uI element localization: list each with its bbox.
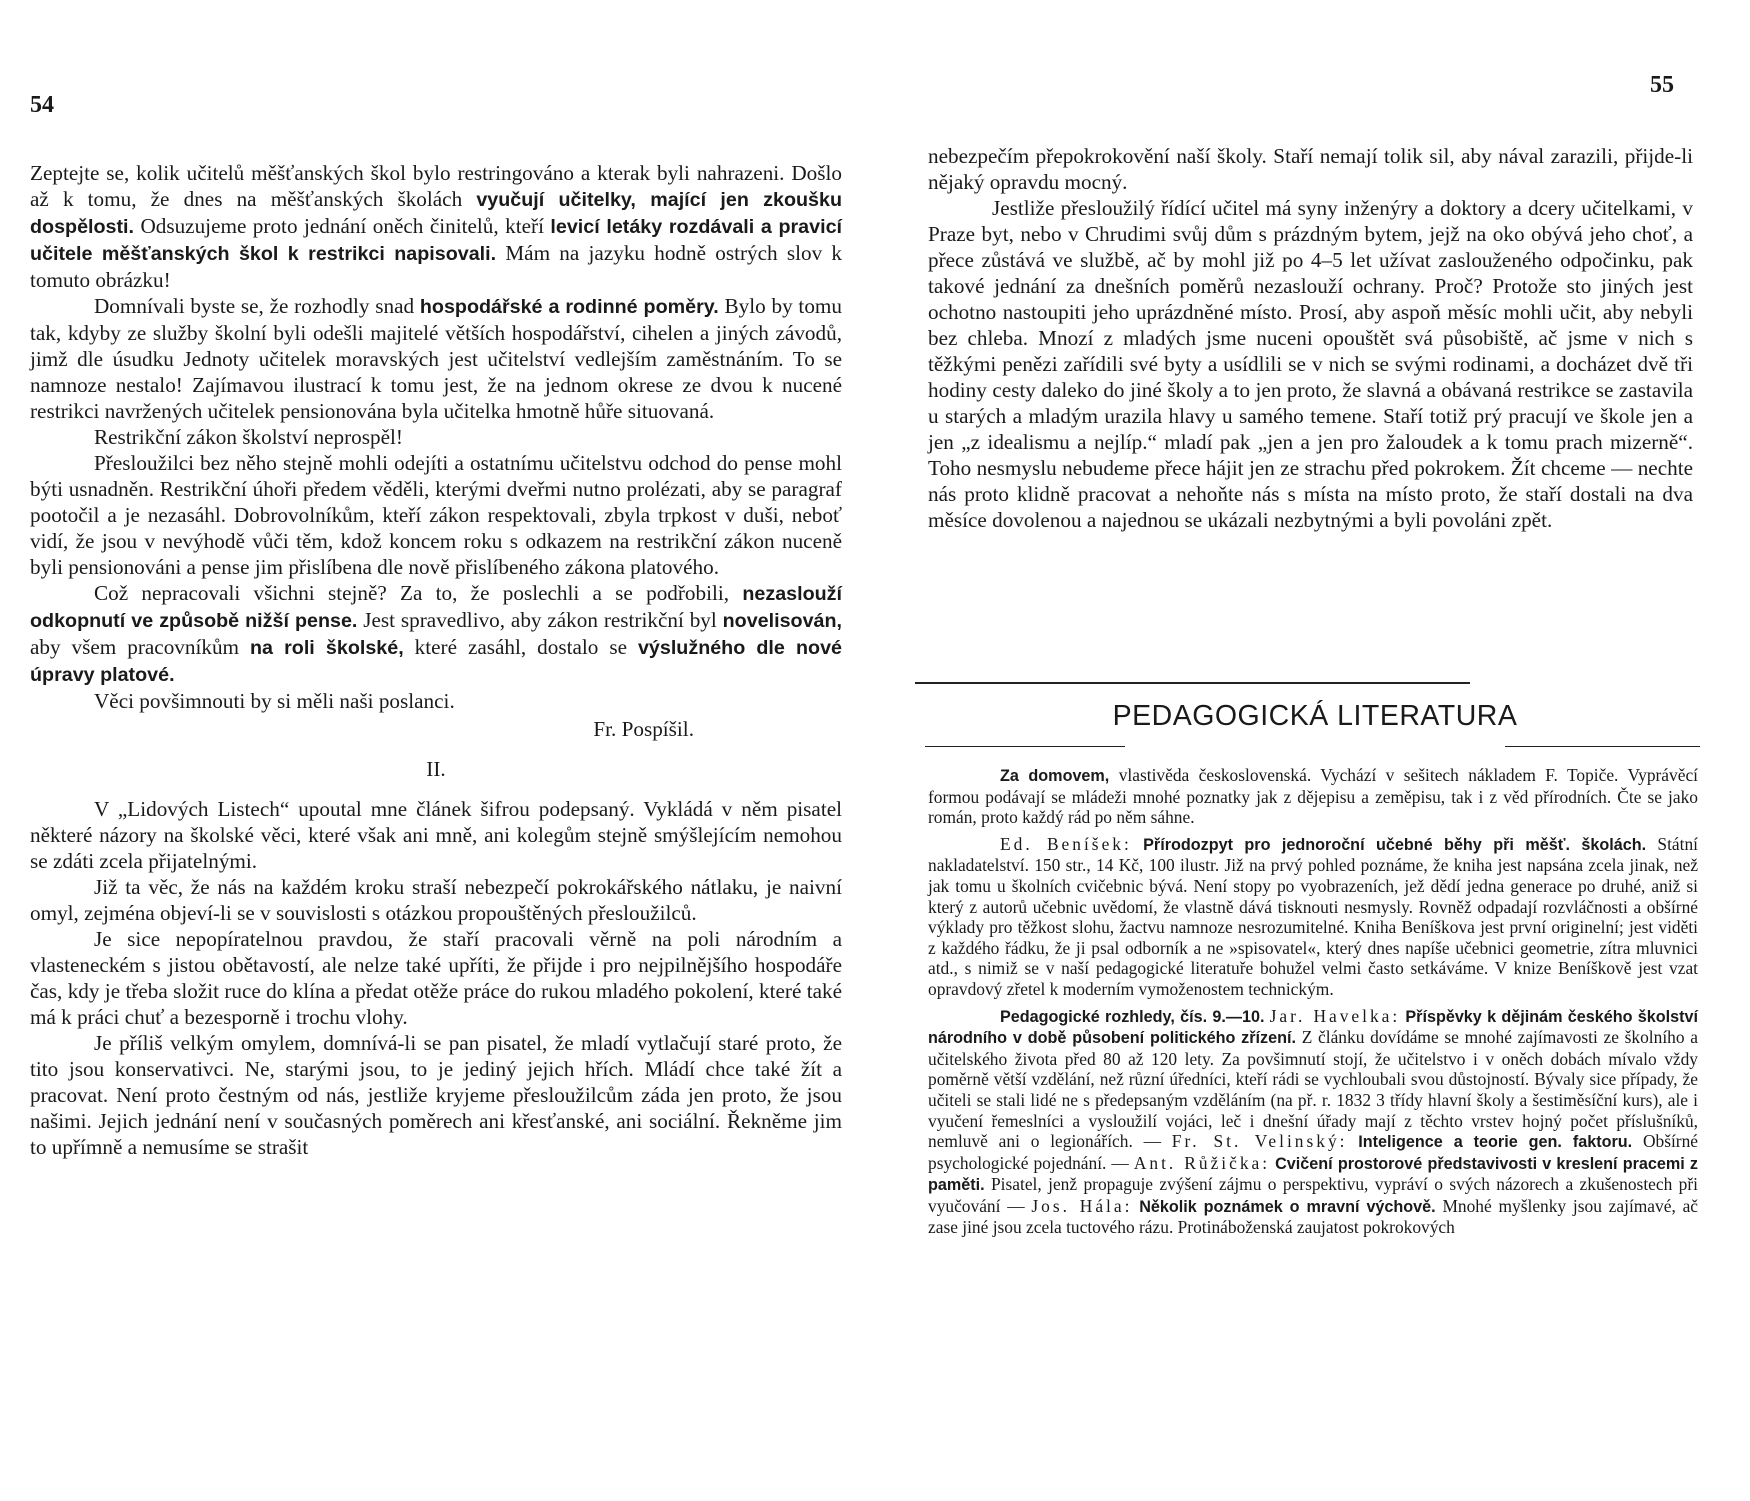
text-run: Je sice nepopíratelnou pravdou, že staří pracovali věrně na poli národním a vlasteneckém s jistou obětavostí, ale nelze také upříti, že přijde i pro nejpilnějšího hospodáře čas, kdy je třeba složit ruce do klína a předat otěže práce do rukou mladého pokolení, které také má k práci chuť a bezesporně i trochu vlohy.	[30, 927, 842, 1029]
bold-text: na roli školské,	[250, 637, 404, 659]
text-run: V „Lidových Listech“ upoutal mne článek šifrou podepsaný. Vykládá v něm pisatel některé názory na školské věci, které však ani mně, ani kolegům stejně smýšlejícím nemohou se zdáti zcela přijatelnými.	[30, 797, 842, 873]
text-run: Pisatel, jenž propaguje zvýšení zájmu o perspektivu, vypráví o svých názorech a zkušenostech při vyučování —	[928, 1174, 1698, 1216]
paragraph	[30, 160, 842, 293]
paragraph	[30, 796, 842, 874]
bold-text: Cvičení prostorové představivosti v kreslení pracemi z paměti.	[928, 1154, 1698, 1195]
text-run: Je příliš velkým omylem, domnívá-li se pan pisatel, že mladí vytlačují staré proto, že tito jsou konservativci. Ne, starými jsou, to je jediný jejich hřích. Mládí chce také žít a pracovat. Není proto čestným od nás, jestliže kryjeme přesloužilcům záda jen proto, že jsou našimi. Jejich jednání není v současných poměrech ani křesťanské, ani sociální. Řekněme jim to upřímně a nemusíme se strašit	[30, 1031, 842, 1159]
paragraph	[928, 143, 1693, 195]
text-run: Restrikční zákon školství neprospěl!	[94, 425, 403, 449]
text-run: Mám na jazyku hodně ostrých slov k tomuto obrázku!	[30, 241, 843, 292]
bold-text: Příspěvky k dějinám českého školství národního v době působení politického zřízení.	[928, 1007, 1698, 1048]
right-paragraphs	[928, 143, 1693, 533]
bold-text: levicí letáky rozdávali a pravicí učitele měšťanských škol k restrikci napisovali.	[30, 216, 842, 265]
heading-rule-left	[925, 746, 1125, 747]
literature-entries	[928, 765, 1698, 1238]
paragraph	[30, 424, 842, 450]
bold-text: výslužného dle nové úpravy platové.	[30, 637, 842, 686]
text-run: Bylo by tomu tak, kdyby ze služby školní byli odešli majitelé větších hospodářství, cihelen a jiných závodů, jimž dle úsudku Jednoty učitelek moravských jest učitelství vedlejším zaměstnáním. To se namnoze nestalo! Zajímavou ilustrací k tomu jest, že na jednom okrese ze dvou k nucené restrikci navržených učitelek pensionována byla učitelka hmotně hůře situovaná.	[30, 294, 842, 423]
divider-rule	[915, 682, 1470, 684]
paragraph	[30, 1030, 842, 1160]
text-run: vlastivěda československá. Vychází v sešitech nákladem F. Topiče. Vyprávěcí formou podávají se mládeži mnohé poznatky jak z dějepisu a zeměpisu, tak i z věd přírodních. Čte se jako román, proto každý rád po něm sáhne.	[928, 765, 1698, 828]
text-run: Což nepracovali všichni stejně? Za to, že poslechli a se podřobili,	[94, 581, 743, 605]
text-run: Domnívali byste se, že rozhodly snad	[94, 294, 420, 318]
paragraph	[30, 580, 842, 688]
text-run: nebezpečím přepokrokovění naší školy. Staří nemají tolik sil, aby nával zarazili, přijde-li nějaký opravdu mocný.	[928, 144, 1693, 194]
text-run	[1132, 834, 1143, 854]
page-number-left: 54	[30, 92, 54, 118]
left-article-column	[30, 160, 842, 1160]
bold-text: Pedagogické rozhledy, čís. 9.—10.	[1000, 1007, 1265, 1026]
text-run: Mnohé myšlenky jsou zajímavé, ač zase jiné jsou zcela tuctového rázu. Protináboženská zaujatost pokrokových	[928, 1195, 1699, 1238]
paragraph	[928, 834, 1698, 1000]
author-name: Ed. Beníšek:	[1000, 833, 1132, 854]
text-run	[1347, 1131, 1358, 1151]
bold-text: Přírodozpyt pro jednoroční učebné běhy při měšť. školách.	[1143, 835, 1647, 854]
section-title-literature: PEDAGOGICKÁ LITERATURA	[1112, 700, 1518, 732]
author-name: Fr. St. Velinský:	[1171, 1131, 1348, 1152]
paragraph	[30, 688, 842, 714]
bold-text: hospodářské a rodinné poměry.	[419, 296, 719, 318]
paragraph	[928, 1006, 1698, 1239]
author-name: Jos. Hála:	[1031, 1195, 1133, 1216]
text-run: Z článku dovídáme se mnohé zajímavosti ze školního a učitelského života před 80 až 120 lety. Za povšimnutí stojí, že učitelstvo i v oněch dobách mívalo vždy poměrně větší vzdělání, než různí úředníci, kteří rádi se vychloubali svou důstojností. Bývaly sice případy, že učiteli se stali lidé ne s předepsaným vzděláním (na př. r. 1832 3 třídy hlavní školy a šestiměsíční kurs), ale i vyučení řemeslníci a vysloužilí vojáci, leč i dnešní úřady mají z těchto vrstev hojný počet příslušníků, nemluvě ani o legionářích. —	[928, 1027, 1698, 1152]
text-run: Přesloužilci bez něho stejně mohli odejíti a ostatnímu učitelstvu odchod do pense mohl býti usnadněn. Restrikční úhoři předem věděli, kterými dveřmi nutno prolézati, aby se paragraf pootočil a je nezasáhl. Dobrovolníkům, kteří zákon respektovali, zbyla trpkost v duši, neboť vidí, že jsou v nevýhodě vůči těm, kdož koncem roku s odkazem na restrikční zákon nuceně byli pensionováni a pense jim přislíbena dle nově přislíbeného zákona platového.	[30, 451, 842, 579]
text-run: Jestliže přesloužilý řídící učitel má syny inženýry a doktory a dcery učitelkami, v Praze byt, nebo v Chrudimi svůj dům s prázdným bytem, jejž na oko obývá jeho choť, a přece zůstává ve službě, ač by mohl již po 4–5 let užívat zaslouženého odpočinku, pak takové jednání za dnešních poměrů nezaslouží ochrany. Proč? Protože sto jiných jest ochotno nastoupiti jeho uprázdněné místo. Prosí, aby aspoň měsíc mohli učit, aby nebyli bez chleba. Mnozí z mladých jsme nuceni opouštět svá působiště, ač jsme v nich s těžkými penězi zařídili své byty a usídlili se v nich se svými rodinami, a docházet dvě tři hodiny cesty daleko do jiné školy a to jen proto, že slavná a obávaná restrikce se zastavila u starých a mladým urazila hlavy u samého temene. Staří totiž prý pracují ve škole jen a jen „z idealismu a nejlíp.“ mladí pak „jen a jen pro žaloudek a k tomu prach mizerně“. Toho nesmyslu nebudeme přece hájit jen ze strachu před pokrokem. Žít chceme — nechte nás proto klidně pracovat a nehoňte nás s místa na místo proto, že staří dostali na dva měsíce dovolenou a najednou se ukázali nezbytnými a byli povoláni zpět.	[928, 196, 1693, 532]
text-run: aby všem pracovníkům	[30, 635, 250, 659]
text-run: Obšírné psychologické pojednání. —	[928, 1131, 1698, 1173]
left-paragraphs	[30, 160, 842, 714]
paragraph	[928, 195, 1693, 533]
author-name: Jar. Havelka:	[1269, 1005, 1401, 1026]
heading-rule-right	[1505, 746, 1700, 747]
author-signature: Fr. Pospíšil.	[593, 717, 694, 741]
text-run: Jest spravedlivo, aby zákon restrikční byl	[357, 608, 723, 632]
left-paragraphs-part-two	[30, 796, 842, 1160]
text-run: Již ta věc, že nás na každém kroku straší nebezpečí pokrokářského nátlaku, je naivní omyl, zejména objeví-li se v souvislosti s otázkou propouštěných přesloužilců.	[30, 875, 842, 925]
right-article-column	[928, 143, 1693, 533]
text-run: Státní nakladatelství. 150 str., 14 Kč, 100 ilustr. Již na prvý pohled poznáme, že kniha jest napsána zcela jinak, než jak tomu u školních cvičebnic bývá. Není stopy po vyobrazeních, jež dědí jedna generace po druhé, aniž si který z autorů učebnic uvědomí, že vlastně dává tisknouti nesmysly. Rovněž odpadají rozvláčnosti a obšírné výklady pro těžkost slohu, žactvu namnoze nesrozumitelné. Kniha Beníškova jest první originelní; jest viděti z každého řádku, že ji psal odborník a ne »spisovatel«, který dnes napíše učebnici geometrie, zítra mluvnici atd., s nimiž se v naší pedagogické literatuře bohužel velmi často setkáváme. V knize Beníškově jest vzat opravdový zřetel k moderním vymoženostem technickým.	[928, 833, 1698, 999]
bold-text: vyučují učitelky, mající jen zkoušku dospělosti.	[30, 189, 842, 238]
paragraph	[30, 926, 842, 1030]
author-name: Ant. Růžička:	[1133, 1152, 1271, 1173]
paragraph	[30, 874, 842, 926]
text-run: Odsuzujeme proto jednání oněch činitelů, kteří	[134, 214, 551, 238]
bold-text: novelisován,	[722, 610, 842, 632]
bold-text: Několik poznámek o mravní výchově.	[1139, 1197, 1436, 1216]
paragraph	[928, 765, 1698, 828]
bold-text: Za domovem,	[1000, 767, 1110, 785]
text-run: Zeptejte se, kolik učitelů měšťanských škol bylo restringováno a kterak byli nahrazeni. Došlo až k tomu, že dnes na měšťanských školách	[30, 161, 842, 211]
section-heading-ii: II.	[426, 757, 446, 781]
bold-text: nezaslouží odkopnutí ve způsobě nižší pense.	[30, 583, 842, 632]
paragraph	[30, 293, 842, 424]
paragraph	[30, 450, 842, 580]
text-run: Věci povšimnouti by si měli naši poslanci.	[94, 689, 455, 713]
text-run: které zasáhl, dostalo se	[403, 635, 638, 659]
page-number-right: 55	[1650, 72, 1674, 98]
literature-reviews	[928, 765, 1698, 1244]
bold-text: Inteligence a teorie gen. faktoru.	[1358, 1133, 1633, 1152]
